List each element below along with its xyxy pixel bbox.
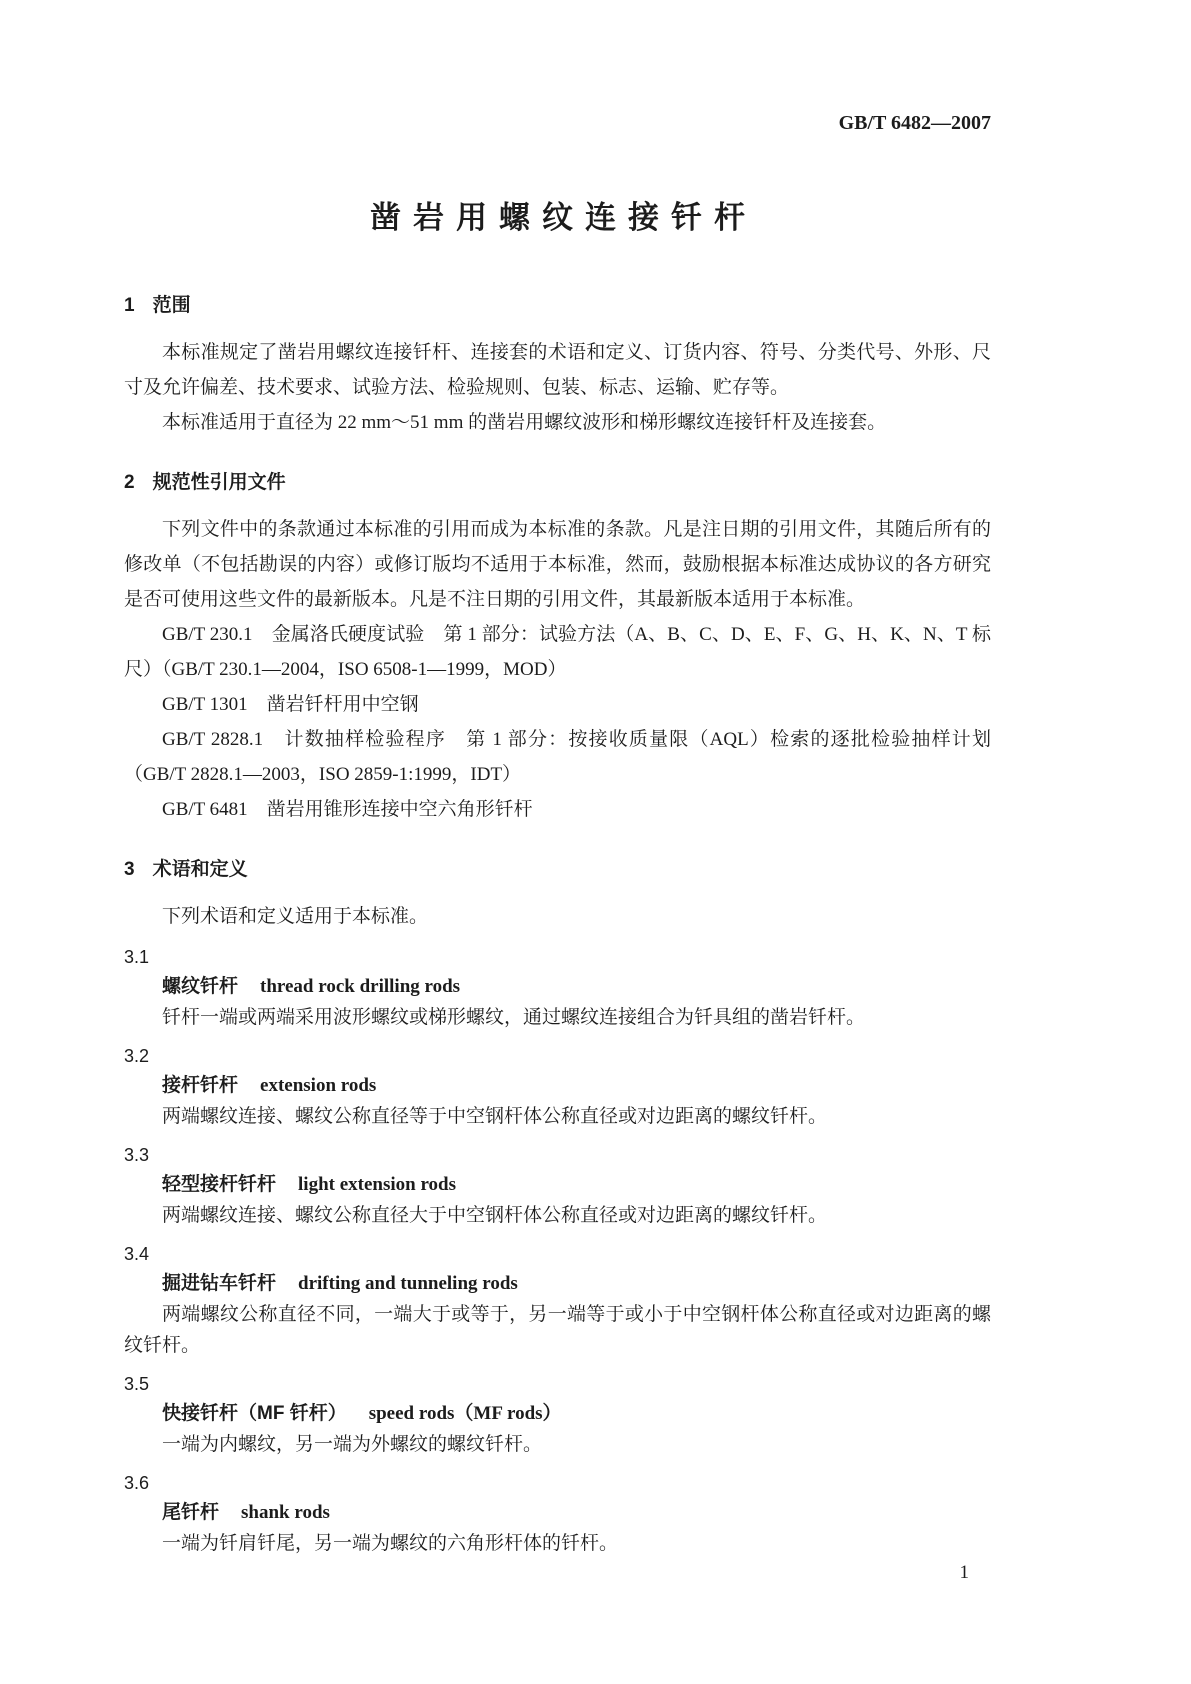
- reference-entry: GB/T 6481 凿岩用锥形连接中空六角形钎杆: [162, 799, 533, 820]
- term-definition: 一端为内螺纹，另一端为外螺纹的螺纹钎杆。: [162, 1434, 543, 1455]
- term-heading: [162, 1269, 991, 1299]
- term-definition: 两端螺纹公称直径不同，一端大于或等于，另一端等于或小于中空钢杆体公称直径或对边距离的螺纹钎杆。: [124, 1304, 991, 1356]
- term-name-en: speed rods（MF rods）: [368, 1403, 562, 1424]
- term-name-en: extension rods: [260, 1075, 377, 1096]
- section-number: 3: [124, 859, 135, 880]
- section-heading-terms: [124, 857, 991, 883]
- term-number: 3.5: [124, 1374, 150, 1394]
- term-definition: 钎杆一端或两端采用波形螺纹或梯形螺纹，通过螺纹连接组合为钎具组的凿岩钎杆。: [162, 1007, 866, 1028]
- terms-intro: 下列术语和定义适用于本标准。: [162, 906, 429, 927]
- term-entry: [124, 1041, 991, 1132]
- reference-entry: GB/T 230.1 金属洛氏硬度试验 第 1 部分：试验方法（A、B、C、D、E、F、G、H、K、N、T 标尺）（GB/T 230.1—2004，ISO 6508-1—1999，MOD）: [124, 624, 991, 680]
- term-heading: [162, 972, 991, 1002]
- section-terms-definitions: [124, 857, 991, 1559]
- page-number: 1: [959, 1562, 969, 1583]
- term-heading: [162, 1071, 991, 1101]
- paragraph: 本标准规定了凿岩用螺纹连接钎杆、连接套的术语和定义、订货内容、符号、分类代号、外形、尺寸及允许偏差、技术要求、试验方法、检验规则、包装、标志、运输、贮存等。: [124, 342, 991, 398]
- term-heading: [162, 1498, 991, 1528]
- term-name-zh: 快接钎杆（MF 钎杆）: [162, 1403, 347, 1424]
- reference-entry: GB/T 1301 凿岩钎杆用中空钢: [162, 694, 419, 715]
- term-entry: [124, 1239, 991, 1361]
- term-name-zh: 掘进钻车钎杆: [162, 1273, 277, 1294]
- term-heading: [162, 1399, 991, 1429]
- term-number: 3.2: [124, 1046, 150, 1066]
- term-name-en: light extension rods: [298, 1174, 457, 1195]
- term-name-zh: 螺纹钎杆: [162, 976, 239, 997]
- term-entry: [124, 1468, 991, 1559]
- paragraph: 本标准适用于直径为 22 mm～51 mm 的凿岩用螺纹波形和梯形螺纹连接钎杆及连接套。: [162, 412, 887, 433]
- term-name-en: thread rock drilling rods: [260, 976, 461, 997]
- document-title: 凿岩用螺纹连接钎杆: [370, 200, 757, 235]
- section-normative-references: [124, 470, 991, 827]
- term-number: 3.3: [124, 1145, 150, 1165]
- paragraph: 下列文件中的条款通过本标准的引用而成为本标准的条款。凡是注日期的引用文件，其随后所有的修改单（不包括勘误的内容）或修订版均不适用于本标准，然而，鼓励根据本标准达成协议的各方研究是否可使用这些文件的最新版本。凡是不注日期的引用文件，其最新版本适用于本标准。: [124, 519, 991, 610]
- reference-entry: GB/T 2828.1 计数抽样检验程序 第 1 部分：按接收质量限（AQL）检索的逐批检验抽样计划（GB/T 2828.1—2003，ISO 2859-1:1999，IDT）: [124, 729, 991, 785]
- section-number: 2: [124, 472, 135, 493]
- section-heading-scope: [124, 293, 991, 319]
- section-title: 规范性引用文件: [152, 472, 286, 493]
- term-heading: [162, 1170, 991, 1200]
- term-number: 3.6: [124, 1473, 150, 1493]
- term-name-zh: 轻型接杆钎杆: [162, 1174, 277, 1195]
- term-name-zh: 接杆钎杆: [162, 1075, 239, 1096]
- term-name-zh: 尾钎杆: [162, 1502, 220, 1523]
- section-heading-references: [124, 470, 991, 496]
- term-definition: 两端螺纹连接、螺纹公称直径大于中空钢杆体公称直径或对边距离的螺纹钎杆。: [162, 1205, 828, 1226]
- section-number: 1: [124, 295, 135, 316]
- term-name-en: drifting and tunneling rods: [298, 1273, 518, 1294]
- term-number: 3.1: [124, 947, 150, 967]
- term-entry: [124, 1369, 991, 1460]
- section-scope: [124, 293, 991, 440]
- term-definition: 一端为钎肩钎尾，另一端为螺纹的六角形杆体的钎杆。: [162, 1533, 619, 1554]
- term-name-en: shank rods: [241, 1502, 330, 1523]
- section-title: 范围: [152, 295, 191, 316]
- section-title: 术语和定义: [152, 859, 248, 880]
- term-entry: [124, 942, 991, 1033]
- term-definition: 两端螺纹连接、螺纹公称直径等于中空钢杆体公称直径或对边距离的螺纹钎杆。: [162, 1106, 828, 1127]
- term-entry: [124, 1140, 991, 1231]
- term-number: 3.4: [124, 1244, 150, 1264]
- standard-number: GB/T 6482—2007: [838, 112, 991, 134]
